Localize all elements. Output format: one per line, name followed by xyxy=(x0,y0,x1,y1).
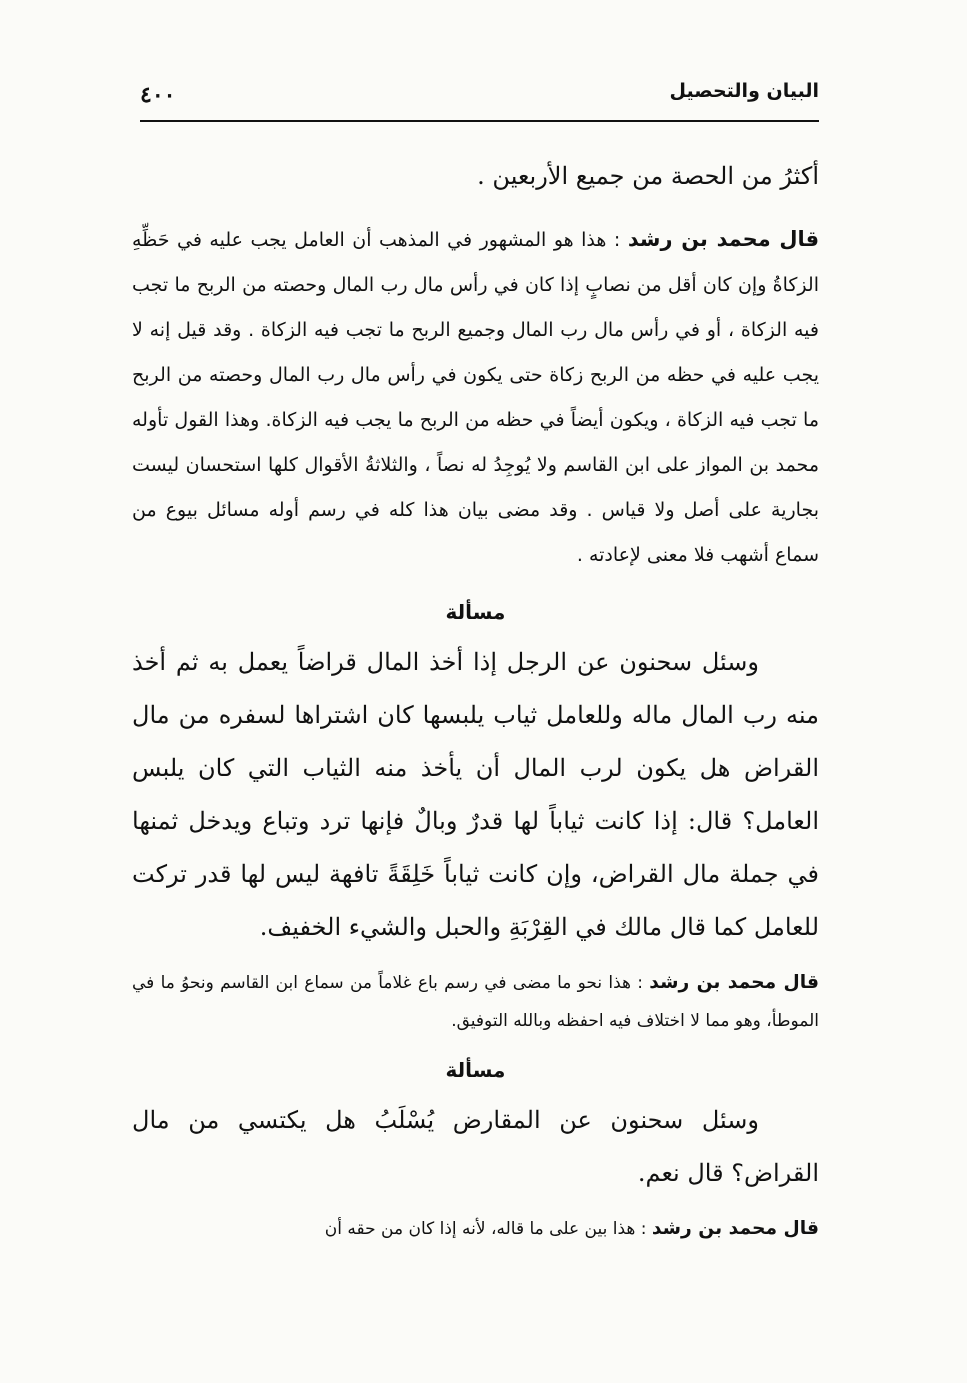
commentary-text: : هذا بين على ما قاله، لأنه إذا كان من حقه أن xyxy=(324,1219,652,1239)
paragraph-text: وسئل سحنون عن المقارض يُسْلَبُ هل يكتسي من مال القراض؟ قال نعم. xyxy=(132,1106,819,1187)
commentary-paragraph xyxy=(132,217,819,578)
commentator-name: قال محمد بن رشد xyxy=(627,227,820,251)
commentary-paragraph xyxy=(132,964,819,1040)
page-number: ٤٠٠ xyxy=(140,82,176,108)
question-paragraph xyxy=(132,636,819,954)
commentary-paragraph xyxy=(132,1210,819,1248)
page-header xyxy=(140,80,819,120)
paragraph-text: أكثرُ من الحصة من جميع الأربعين . xyxy=(477,162,819,190)
paragraph-text: وسئل سحنون عن الرجل إذا أخذ المال قراضاً يعمل به ثم أخذ منه رب المال ماله وللعامل ثياب يلبسها كان اشتراها لسفره من مال القراض هل يكون لرب المال أن يأخذ منه الثياب التي كان يلبس العامل؟ قال: إذا كانت ثياباً لها قدرٌ وبالٌ فإنها ترد وتباع ويدخل ثمنها في جملة مال القراض، وإن كانت ثياباً خَلِقَةً تافهة ليس لها قدر تركت للعامل كما قال مالك في القِرْبَةِ والحبل والشيء الخفيف. xyxy=(132,648,819,941)
book-title: البيان والتحصيل xyxy=(669,80,819,102)
commentator-name: قال محمد بن رشد xyxy=(649,972,819,993)
commentator-name: قال محمد بن رشد xyxy=(651,1218,819,1239)
commentary-text: : هذا هو المشهور في المذهب أن العامل يجب عليه في حَظِّهِ الزكاةُ وإن كان أقل من نصابٍ إذا كان في رأس مال رب المال وحصته من الربح ما تجب فيه الزكاة ، أو في رأس مال رب المال وجميع الربح ما تجب فيه الزكاة . وقد قيل إنه لا يجب عليه في حظه من الربح زكاة حتى يكون في رأس مال رب المال وحصته من الربح ما تجب فيه الزكاة ، ويكون أيضاً في حظه من الربح ما يجب فيه الزكاة. وهذا القول تأوله محمد بن المواز على ابن القاسم ولا يُوجِدُ له نصاً ، والثلاثةُ الأقوال كلها استحسان ليست بجارية على أصل ولا قياس . وقد مضى بيان هذا كله في رسم أوله مسائل بيوع من سماع أشهب فلا معنى لإعادته . xyxy=(132,229,819,566)
header-rule xyxy=(140,120,819,122)
section-heading: مسألة xyxy=(445,600,506,624)
commentary-text: : هذا نحو ما مضى في رسم باع غلاماً من سماع ابن القاسم ونحوُ ما في الموطأ، وهو مما لا اختلاف فيه احفظه وبالله التوفيق. xyxy=(132,973,819,1031)
paragraph-continuation xyxy=(132,150,819,203)
question-paragraph xyxy=(132,1094,819,1200)
page-body xyxy=(132,150,819,1258)
section-heading: مسألة xyxy=(445,1058,506,1082)
